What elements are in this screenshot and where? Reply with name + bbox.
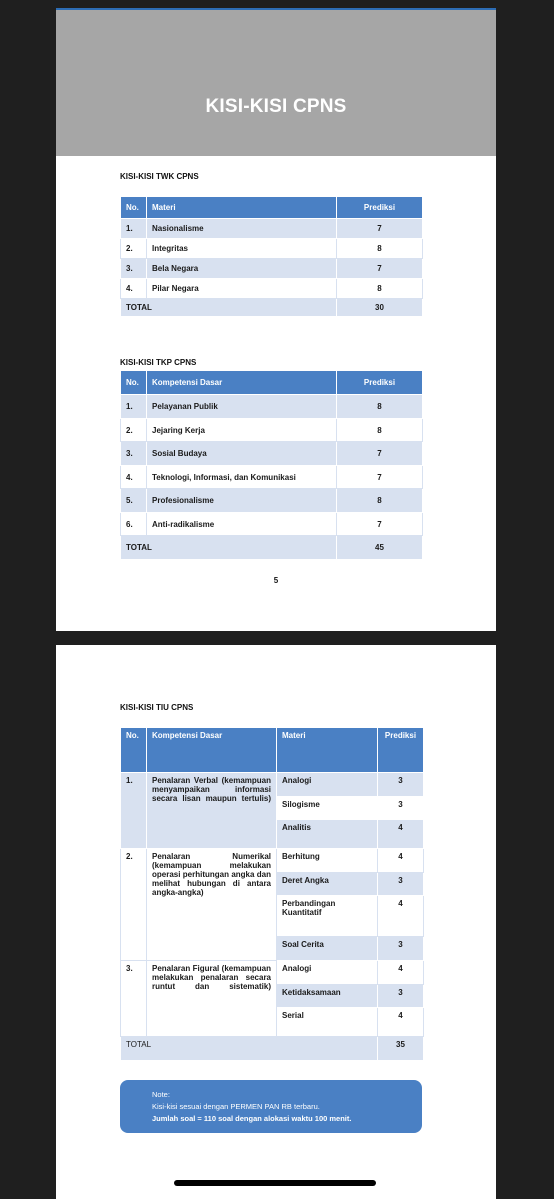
header-prediksi: Prediksi: [378, 728, 424, 773]
row-prediksi: 3: [378, 797, 424, 820]
row-prediksi: 8: [337, 279, 423, 299]
header-no: No.: [121, 371, 147, 395]
table-header-row: [121, 371, 423, 395]
row-prediksi: 4: [378, 896, 424, 937]
row-materi: Teknologi, Informasi, dan Komunikasi: [147, 466, 337, 489]
row-no: 4.: [121, 279, 147, 299]
group-kompetensi: [147, 961, 277, 1037]
row-prediksi: 7: [337, 442, 423, 466]
tiu-table: [120, 727, 424, 1061]
header-kompetensi: Kompetensi Dasar: [147, 371, 337, 395]
row-no: 1.: [121, 395, 147, 419]
row-prediksi: 7: [337, 259, 423, 279]
row-no: 3.: [121, 259, 147, 279]
row-materi: Ketidaksamaan: [277, 985, 378, 1008]
note-line-2: Jumlah soal = 110 soal dengan alokasi waktu 100 menit.: [152, 1114, 352, 1123]
row-materi: Pilar Negara: [147, 279, 337, 299]
row-materi: Perbandingan Kuantitatif: [277, 896, 378, 937]
row-materi: Berhitung: [277, 849, 378, 873]
total-value: 35: [378, 1037, 424, 1061]
header-no: No.: [121, 728, 147, 773]
kompetensi-text: Penalaran Numerikal (kemampuan melakukan operasi perhitungan angka dan melihat hubungan di antara angka-angka): [152, 852, 271, 897]
row-prediksi: 8: [337, 395, 423, 419]
row-prediksi: 4: [378, 849, 424, 873]
row-materi: Analogi: [277, 961, 378, 985]
row-materi: Nasionalisme: [147, 219, 337, 239]
header-prediksi: Prediksi: [337, 371, 423, 395]
total-label: TOTAL: [121, 299, 337, 317]
row-no: 6.: [121, 513, 147, 536]
row-prediksi: 4: [378, 1008, 424, 1037]
row-no: 1.: [121, 219, 147, 239]
row-prediksi: 4: [378, 820, 424, 849]
total-row: [121, 299, 423, 317]
header-no: No.: [121, 197, 147, 219]
banner-title: KISI-KISI CPNS: [205, 96, 347, 117]
note-line-1: Kisi-kisi sesuai dengan PERMEN PAN RB terbaru.: [152, 1102, 320, 1111]
row-no: 3.: [121, 442, 147, 466]
row-materi: Integritas: [147, 239, 337, 259]
header-prediksi: Prediksi: [337, 197, 423, 219]
row-prediksi: 7: [337, 466, 423, 489]
table-row: [121, 219, 423, 239]
row-materi: Analitis: [277, 820, 378, 849]
row-prediksi: 8: [337, 489, 423, 513]
row-materi: Jejaring Kerja: [147, 419, 337, 442]
twk-section-title: KISI-KISI TWK CPNS: [120, 172, 199, 181]
group-no: 1.: [121, 773, 147, 849]
row-materi: Deret Angka: [277, 873, 378, 896]
table-row: [121, 466, 423, 489]
table-row: [121, 239, 423, 259]
row-prediksi: 7: [337, 219, 423, 239]
row-materi: Serial: [277, 1008, 378, 1037]
row-no: 2.: [121, 419, 147, 442]
tkp-section-title: KISI-KISI TKP CPNS: [120, 358, 197, 367]
table-header-row: [121, 728, 424, 773]
total-value: 45: [337, 536, 423, 560]
total-label: TOTAL: [121, 536, 337, 560]
home-indicator[interactable]: [174, 1180, 376, 1186]
table-row: [121, 773, 424, 797]
group-no: 3.: [121, 961, 147, 1037]
title-banner: [56, 8, 496, 156]
row-no: 2.: [121, 239, 147, 259]
table-header-row: [121, 197, 423, 219]
row-materi: Anti-radikalisme: [147, 513, 337, 536]
row-materi: Sosial Budaya: [147, 442, 337, 466]
table-row: [121, 489, 423, 513]
table-row: [121, 259, 423, 279]
row-prediksi: 8: [337, 239, 423, 259]
group-no: 2.: [121, 849, 147, 961]
table-row: [121, 513, 423, 536]
row-prediksi: 3: [378, 773, 424, 797]
document-page-2: [56, 645, 496, 1199]
kompetensi-text: Penalaran Verbal (kemampuan menyampaikan informasi secara lisan maupun tertulis): [152, 776, 271, 803]
row-materi: Silogisme: [277, 797, 378, 820]
table-row: [121, 395, 423, 419]
kompetensi-text: Penalaran Figural (kemampuan melakukan penalaran secara runtut dan sistematik): [152, 964, 271, 991]
row-prediksi: 3: [378, 985, 424, 1008]
row-no: 5.: [121, 489, 147, 513]
table-row: [121, 961, 424, 985]
table-row: [121, 442, 423, 466]
table-row: [121, 419, 423, 442]
tiu-section-title: KISI-KISI TIU CPNS: [120, 703, 194, 712]
row-materi: Soal Cerita: [277, 937, 378, 961]
note-box: [120, 1080, 422, 1133]
page-number: 5: [273, 576, 279, 585]
tkp-table: [120, 370, 423, 560]
row-materi: Analogi: [277, 773, 378, 797]
row-prediksi: 3: [378, 937, 424, 961]
header-kompetensi: Kompetensi Dasar: [147, 728, 277, 773]
row-no: 4.: [121, 466, 147, 489]
table-row: [121, 279, 423, 299]
twk-table: [120, 196, 423, 317]
group-kompetensi: [147, 773, 277, 849]
table-row: [121, 849, 424, 873]
document-page-1: [56, 8, 496, 631]
header-materi: Materi: [147, 197, 337, 219]
row-materi: Bela Negara: [147, 259, 337, 279]
row-prediksi: 4: [378, 961, 424, 985]
header-materi: Materi: [277, 728, 378, 773]
row-materi: Profesionalisme: [147, 489, 337, 513]
group-kompetensi: [147, 849, 277, 961]
row-prediksi: 8: [337, 419, 423, 442]
total-row: [121, 536, 423, 560]
total-label: TOTAL: [121, 1037, 378, 1061]
total-row: [121, 1037, 424, 1061]
total-value: 30: [337, 299, 423, 317]
note-label: Note:: [152, 1090, 170, 1099]
row-prediksi: 3: [378, 873, 424, 896]
row-materi: Pelayanan Publik: [147, 395, 337, 419]
row-prediksi: 7: [337, 513, 423, 536]
